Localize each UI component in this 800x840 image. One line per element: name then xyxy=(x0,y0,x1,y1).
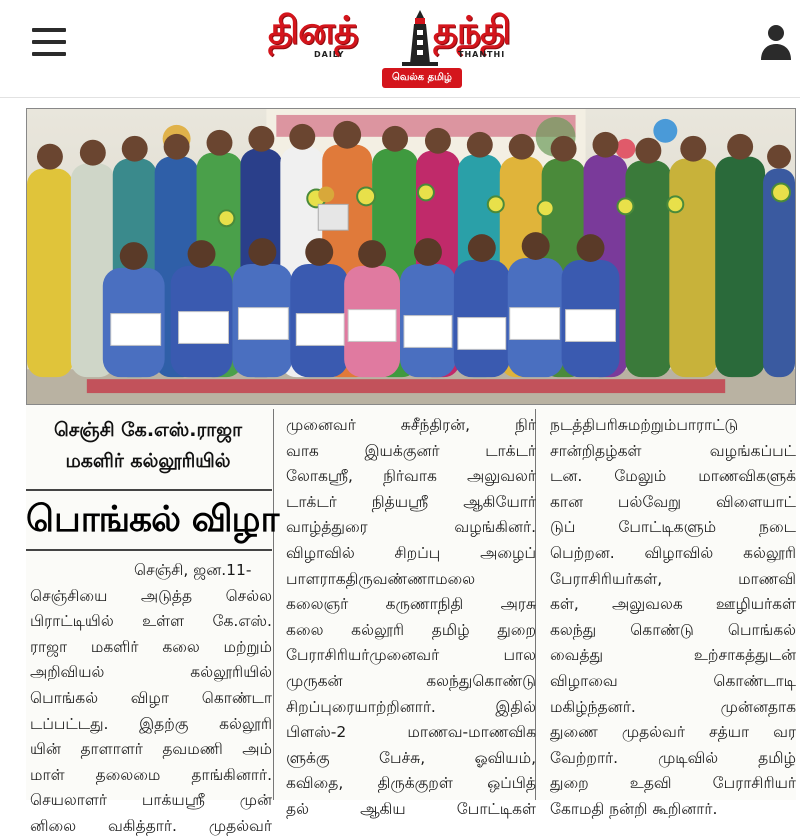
article-photo xyxy=(26,108,796,405)
body-line: விழாவை கொண்டாடி xyxy=(550,671,796,690)
body-line: துணை முதல்வர் சத்யா வர xyxy=(550,723,796,742)
article-body xyxy=(286,413,536,823)
body-line: பிளஸ்-2 மாணவ-மாணவிக xyxy=(286,723,536,742)
body-line: ராஜா மகளிர் கலை மற்றும் xyxy=(30,637,272,656)
body-line: கள், அலுவலக ஊழியர்கள் xyxy=(550,595,796,614)
headline-main: பொங்கல் விழா xyxy=(26,489,272,551)
body-line: மகிழ்ந்தனர். முன்னதாக xyxy=(550,697,796,716)
body-line: வைத்து உற்சாகத்துடன் xyxy=(550,646,796,665)
news-clipping xyxy=(26,108,796,835)
user-profile-icon[interactable] xyxy=(758,22,794,62)
body-line: பேராசிரியர்கள், மாணவி xyxy=(550,569,796,588)
body-line: கோமதி நன்றி கூறினார். xyxy=(550,799,718,818)
body-line: பேராசிரியர்முனைவர் பால xyxy=(286,646,536,665)
headline-kicker-line: செஞ்சி கே.எஸ்.ராஜா xyxy=(53,419,243,441)
body-line: னிலை வகித்தார். முதல்வர் xyxy=(30,816,272,835)
body-line: துறை உதவி பேராசிரியர் xyxy=(550,774,796,793)
body-line: அறிவியல் கல்லூரியில் xyxy=(30,663,272,682)
body-line: மாள் தலைமை தாங்கினார். xyxy=(30,765,272,784)
body-line: விழாவில் சிறப்பு அழைப் xyxy=(286,543,536,562)
body-line: செஞ்சியை அடுத்த செல்ல xyxy=(30,586,272,605)
body-line: டன. மேலும் மாணவிகளுக் xyxy=(550,467,796,486)
body-line: பாளராகதிருவண்ணாமலை xyxy=(286,569,476,588)
logo-daily-label: DAILY xyxy=(314,50,345,59)
logo-word-left: தினத் xyxy=(268,8,358,52)
body-line: பெற்றன. விழாவில் கல்லூரி xyxy=(550,543,796,562)
body-line: முருகன் கலந்துகொண்டு xyxy=(286,671,536,690)
hamburger-menu-icon[interactable] xyxy=(30,26,70,60)
logo-slogan-badge: வெல்க தமிழ் xyxy=(382,68,462,88)
body-line: டாக்டர் நித்யஸ்ரீ ஆகியோர் xyxy=(286,492,536,511)
body-line: வாழ்த்துரை வழங்கினர். xyxy=(286,518,536,537)
article-columns xyxy=(26,409,796,835)
body-line: நடத்திபரிசுமற்றும்பாராட்டு xyxy=(550,416,739,434)
app-header xyxy=(0,0,800,98)
body-line: கவிதை, திருக்குறள் ஒப்பித் xyxy=(286,774,536,793)
menu-bar xyxy=(32,40,66,44)
body-line: கலை கல்லூரி தமிழ் துறை xyxy=(286,620,536,639)
body-line: ளுக்கு பேச்சு, ஓவியம், xyxy=(286,748,536,767)
logo-thanthi-label: THANTHI xyxy=(458,50,506,59)
headline-kicker-line: மகளிர் கல்லூரியில் xyxy=(65,450,231,472)
dailythanthi-logo[interactable] xyxy=(268,2,568,94)
body-line: கலந்து கொண்டு பொங்கல் xyxy=(550,620,796,639)
dateline: செஞ்சி, ஜன.11- xyxy=(134,561,252,579)
article-column-3 xyxy=(544,409,796,818)
body-line: பிராட்டியில் உள்ள கே.எஸ். xyxy=(30,612,272,631)
body-line: டப்பட்டது. இதற்கு கல்லூரி xyxy=(30,714,272,733)
article-column-2 xyxy=(282,409,536,818)
body-line: யின் தாளாளர் தவமணி அம் xyxy=(30,740,272,759)
body-line: டுப் போட்டிகளும் நடை xyxy=(550,518,796,537)
menu-bar xyxy=(32,52,66,56)
body-line: சிறப்புரையாற்றினார். இதில் xyxy=(286,697,536,716)
body-line: வேற்றார். முடிவில் தமிழ் xyxy=(550,748,796,767)
article-column-1 xyxy=(26,409,279,835)
body-line: லோகஸ்ரீ, நிர்வாக அலுவலர் xyxy=(286,467,536,486)
menu-bar xyxy=(32,28,66,32)
article-body xyxy=(30,558,272,840)
body-line: வாக இயக்குனர் டாக்டர் xyxy=(286,441,536,460)
body-line: தல் ஆகிய போட்டிகள் xyxy=(286,799,536,818)
headline-kicker xyxy=(26,415,270,477)
body-line: பொங்கல் விழா கொண்டா xyxy=(30,688,272,707)
logo-word-right: தந்தி xyxy=(433,8,511,52)
body-line: செயலாளர் பாக்யஸ்ரீ முன் xyxy=(30,791,272,810)
body-line: சான்றிதழ்கள் வழங்கப்பட் xyxy=(550,441,796,460)
article-body xyxy=(550,413,796,823)
body-line: முனைவர் சுசீந்திரன், நிர் xyxy=(286,416,536,434)
body-line: கலைஞர் கருணாநிதி அரசு xyxy=(286,595,536,614)
body-line: கான பல்வேறு விளையாட் xyxy=(550,492,796,511)
